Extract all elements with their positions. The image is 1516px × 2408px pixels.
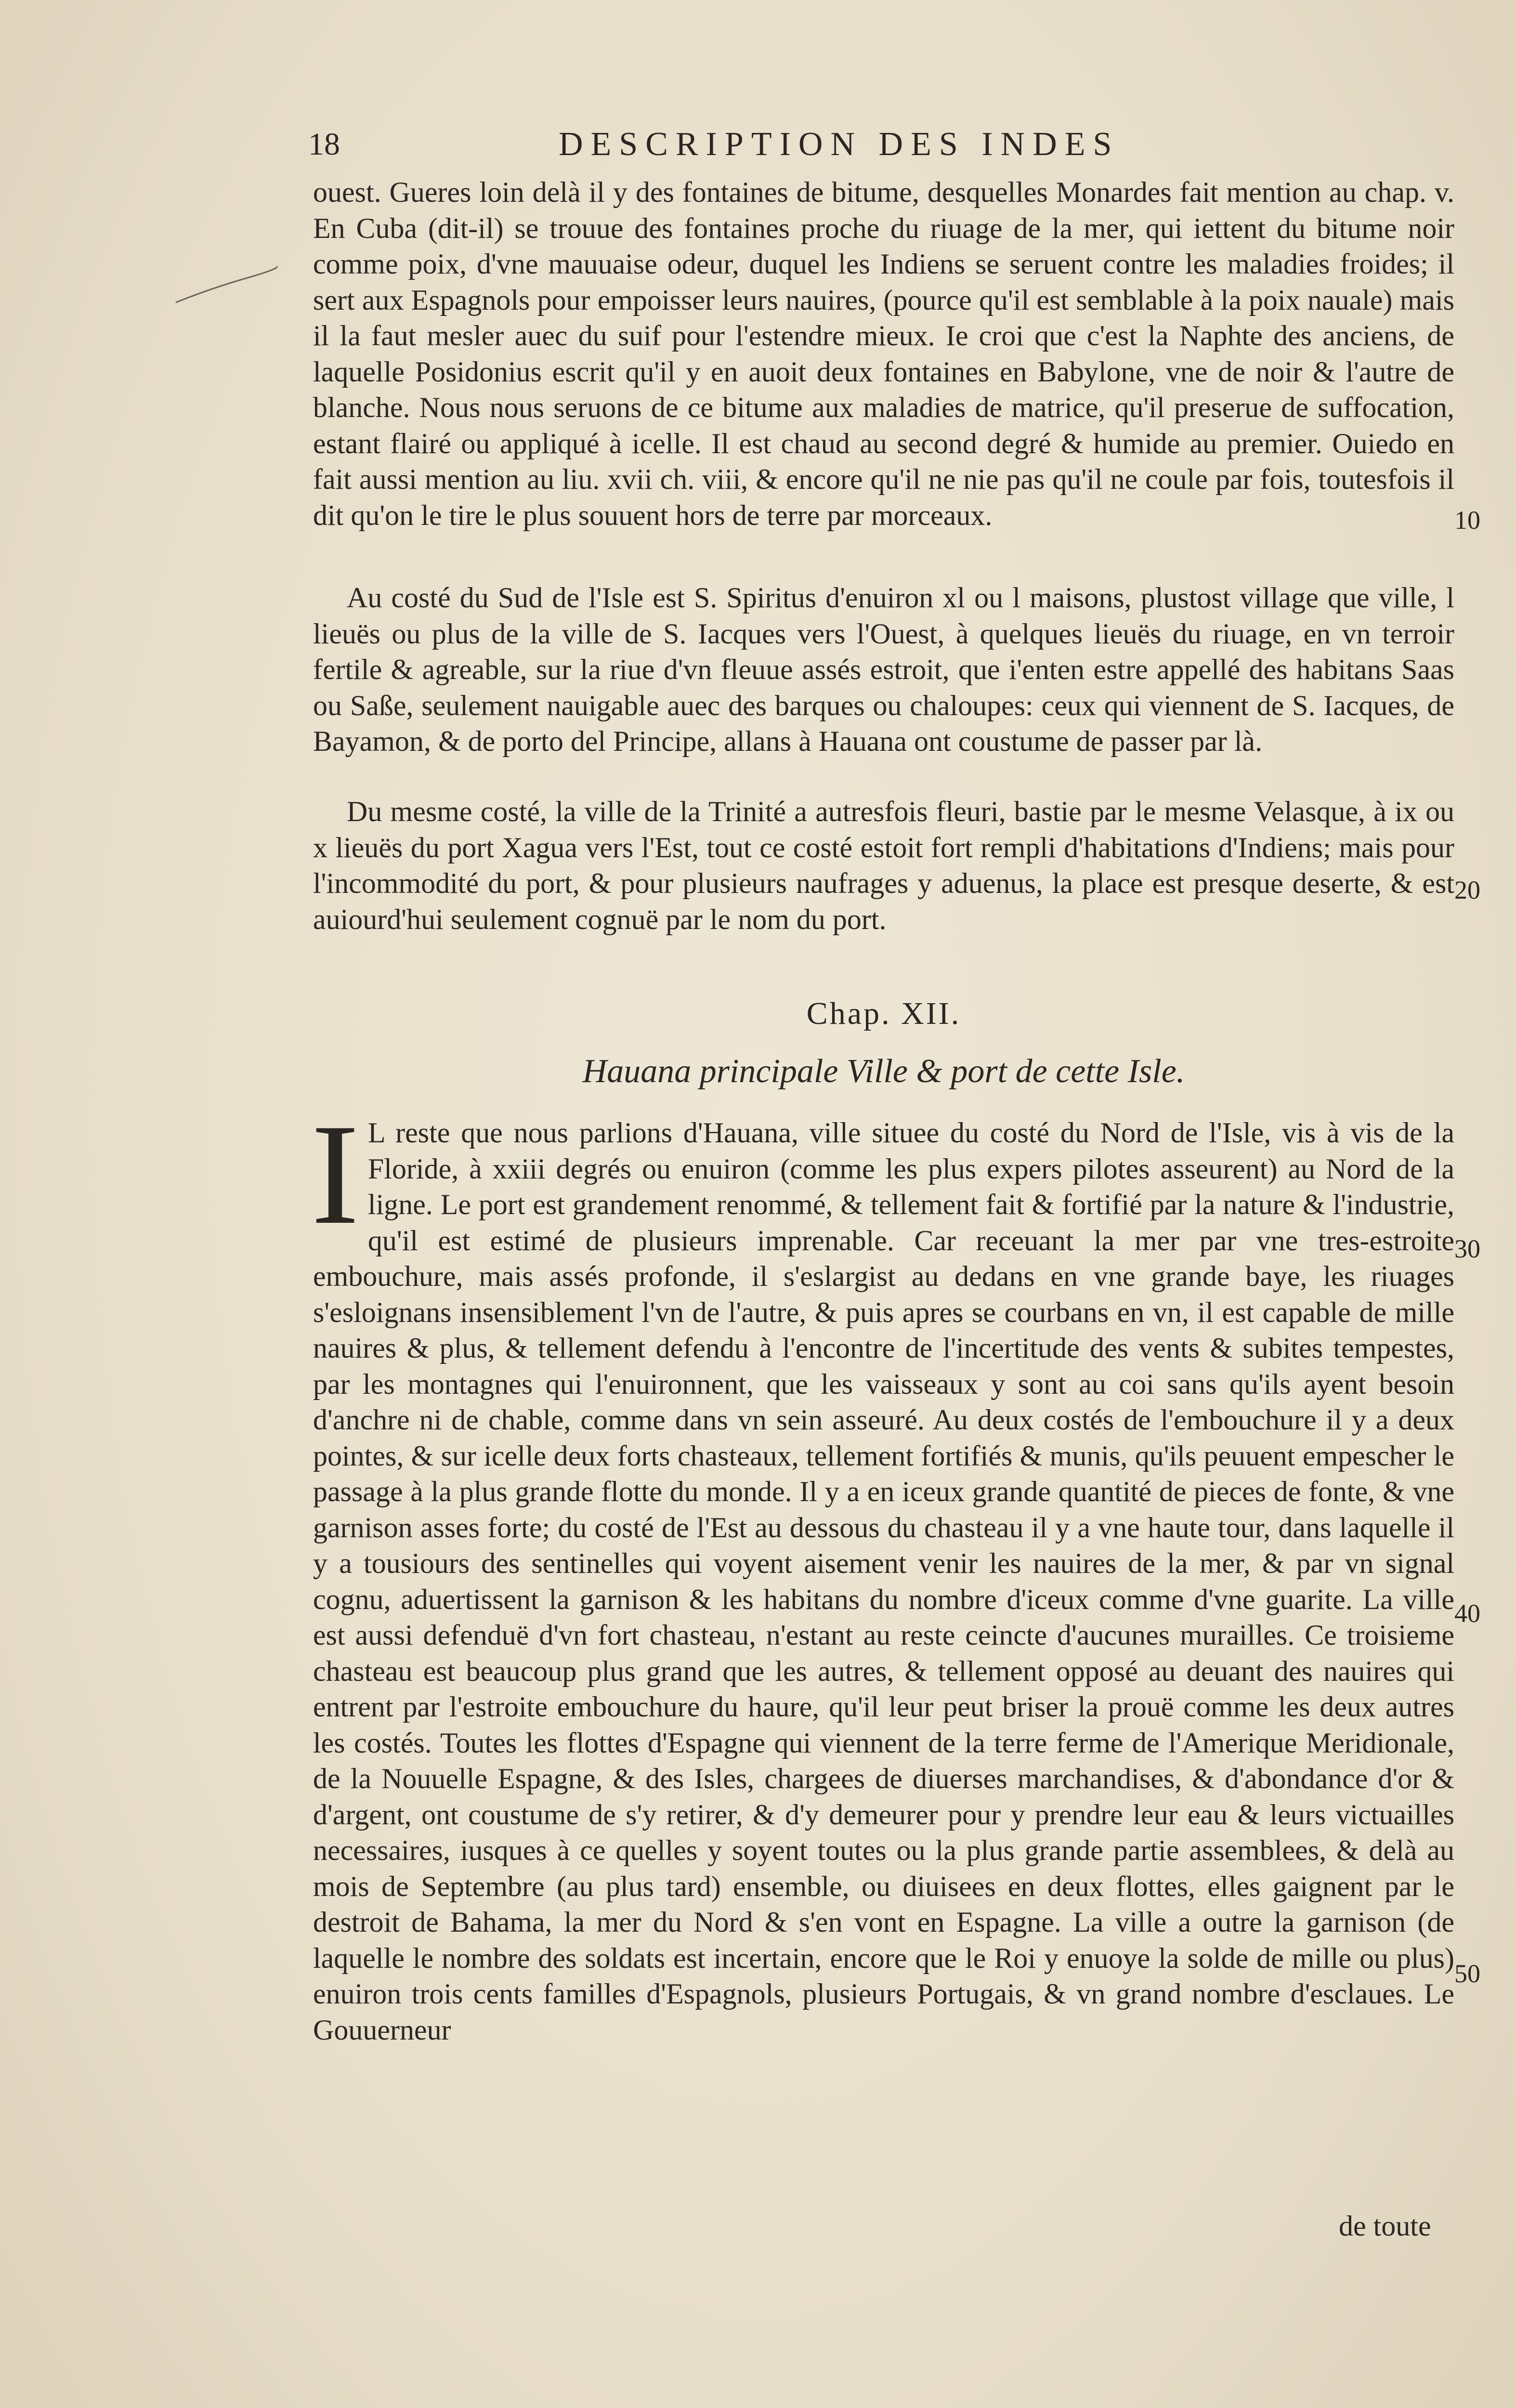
paragraph-text: L reste que nous parlions d'Hauana, ville situee du costé du Nord de l'Isle, vis à vis de la Floride, à xxiii degrés ou enuiron (comme les plus expers pilotes asseurent) au Nord de la ligne. Le port est grandement renommé, & tellement fait & fortifié par la nature & l'industrie, qu'il est estimé de plusieurs imprenable. Car receuant la mer par vne tres-estroite embouchure, mais assés profonde, il s'eslargist au dedans en vne grande baye, les riuages s'esloignans insensiblement l'vn de l'autre, & puis apres se courbans en vn, il est capable de mille nauires & plus, & tellement defendu à l'encontre de l'incertitude des vents & subites tempestes, par les montagnes qui l'enuironnent, que les vaisseaux y sont au coi sans qu'ils ayent besoin d'anchre ni de chable, comme dans vn sein asseuré. Au deux costés de l'embouchure il y a deux pointes, & sur icelle deux forts chasteaux, tellement fortifiés & munis, qu'ils peuuent empescher le passage à la plus grande flotte du monde. Il y a en iceux grande quantité de pieces de fonte, & vne garnison asses forte; du costé de l'Est au dessous du chasteau il y a vne haute tour, dans laquelle il y a tousiours des sentinelles qui voyent aisement venir les nauires de la mer, & par vn signal cognu, aduertissent la garnison & les habitans du nombre d'iceux comme d'vne guarite. La ville est aussi defenduë d'vn fort chasteau, n'estant au reste ceincte d'aucunes murailles. Ce troisieme chasteau est beaucoup plus grand que les autres, & tellement opposé au deuant des nauires qui entrent par l'estroite embouchure du haure, qu'il leur peut briser la prouë comme les deux autres les costés. Toutes les flottes d'Espagne qui viennent de la terre ferme de l'Amerique Meridionale, de la Nouuelle Espagne, & des Isles, chargees de diuerses marchandises, & d'abondance d'or & d'argent, ont coustume de s'y retirer, & d'y demeurer pour y prendre leur eau & leurs victuailles necessaires, iusques à ce quelles y soyent toutes ou la plus grande partie assemblees, & delà au mois de Septembre (au plus tard) ensemble, ou diuisees en deux flottes, elles gaignent par le destroit de Bahama, la mer du Nord & s'en vont en Espagne. La ville a outre la garnison (de laquelle le nombre des soldats est incertain, encore que le Roi y enuoye la solde de mille ou plus) enuiron trois cents familles d'Espagnols, plusieurs Portugais, & vn grand nombre d'esclaues. Le Gouuerneur (313, 1117, 1454, 2046)
chapter-heading: Chap. XII. (806, 996, 961, 1031)
margin-line-number: 10 (1454, 506, 1480, 535)
paragraph-spiritus (313, 580, 1454, 759)
margin-line-number: 30 (1454, 1234, 1480, 1263)
paragraph-hauana (311, 1094, 1454, 2048)
page-header (308, 123, 1252, 166)
paragraph-trinite (313, 794, 1454, 937)
pen-stroke-mark (173, 264, 279, 307)
paragraph-text: Du mesme costé, la ville de la Trinité a autresfois fleuri, bastie par le mesme Velasque, à ix ou x lieuës du port Xagua vers l'Est, tout ce costé estoit fort rempli d'habitations d'Indiens; mais pour l'incommodité du port, & pour plusieurs naufrages y aduenus, la place est presque deserte, & est auiourd'hui seulement cognuë par le nom du port. (313, 796, 1454, 935)
paragraph-text: ouest. Gueres loin delà il y des fontaines de bitume, desquelles Monardes fait mention au chap. v. En Cuba (dit-il) se trouue des fontaines proche du riuage de la mer, qui iettent du bitume noir comme poix, d'vne mauuaise odeur, duquel les Indiens se seruent contre les maladies froides; il sert aux Espagnols pour empoisser leurs nauires, (pource qu'il est semblable à la poix nauale) mais il la faut mesler auec du suif pour l'estendre mieux. Ie croi que c'est la Naphte des anciens, de laquelle Posidonius escrit qu'il y en auoit deux fontaines en Babylone, vne de noir & l'autre de blanche. Nous nous seruons de ce bitume aux maladies de matrice, qu'il preserue de suffocation, estant flairé ou appliqué à icelle. Il est chaud au second degré & humide au premier. Ouiedo en fait aussi mention au liu. xvii ch. viii, & encore qu'il ne nie pas qu'il ne coule par fois, toutesfois il dit qu'on le tire le plus souuent hors de terre par morceaux. (313, 176, 1454, 531)
margin-line-number: 50 (1454, 1959, 1480, 1988)
drop-capital: I (311, 1094, 359, 1254)
paragraph-bitume (313, 174, 1454, 533)
running-head: DESCRIPTION DES INDES (559, 126, 1120, 163)
catchword: de toute (1339, 2210, 1431, 2242)
paragraph-text: Au costé du Sud de l'Isle est S. Spiritus d'enuiron xl ou l maisons, plustost village que ville, l lieuës ou plus de la ville de S. Iacques vers l'Ouest, à quelques lieuës du riuage, en vn terroir fertile & agreable, sur la riue d'vn fleuue assés estroit, que i'enten estre appellé des habitans Saas ou Saße, seulement nauigable auec des barques ou chaloupes: ceux qui viennent de S. Iacques, de Bayamon, & de porto del Principe, allans à Hauana ont coustume de passer par là. (313, 582, 1454, 757)
margin-line-number: 20 (1454, 876, 1480, 904)
page-number: 18 (308, 127, 340, 162)
chapter-title: Hauana principale Ville & port de cette Isle. (582, 1053, 1185, 1090)
margin-line-number: 40 (1454, 1599, 1480, 1628)
